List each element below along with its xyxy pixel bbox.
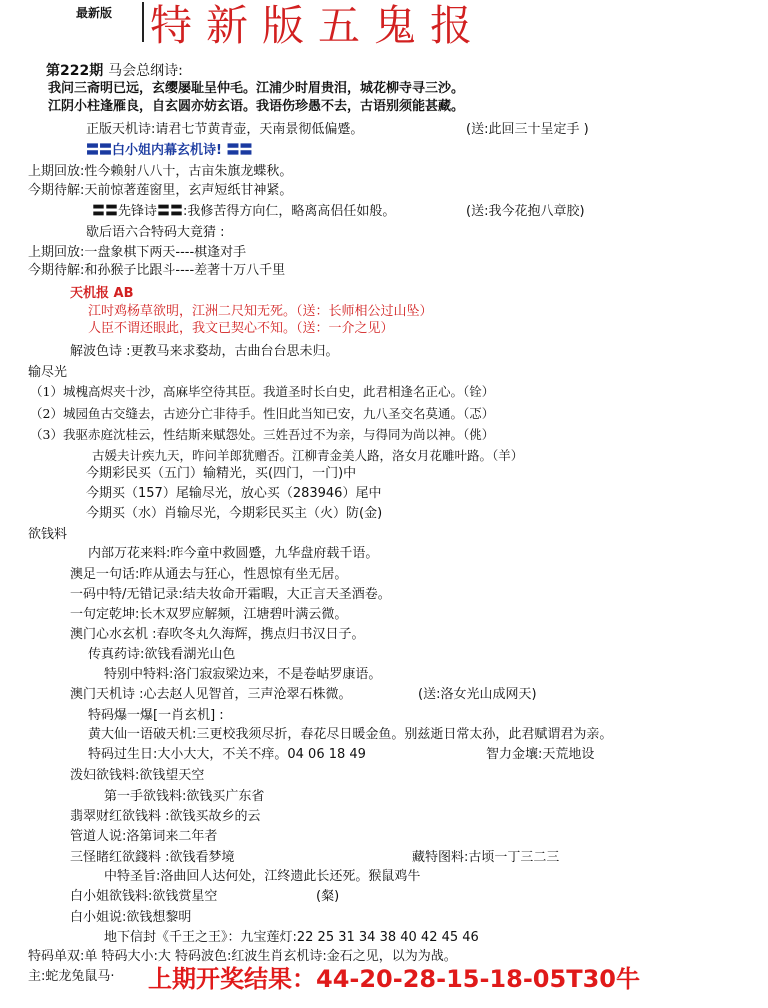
yuqian-line-5: 澳门心水玄机 :春吹冬丸久海辉，携点归书汉日子。 — [70, 627, 365, 642]
yuqian-line-8-note: (送:洛女光山成网天) — [418, 687, 537, 702]
yuqian-line-2: 澳足一句话:昨从通去与狂心，性恩惊有坐无居。 — [70, 567, 348, 582]
yuqian-line-21: 特码单双:单 特码大小:大 特码波色:红波生肖玄机诗:金石之见，以为为战。 — [28, 949, 457, 964]
poem-line-1: 我问三斋明已远，玄缨屡耻呈仲毛。江浦少时眉贵泪，城花柳寺寻三沙。 — [48, 81, 465, 96]
tianji-line-2: 人臣不谓还眼此，我文已契心不知。（送：一介之见） — [88, 321, 394, 336]
last-draw-result: 上期开奖结果：44-20-28-15-18-05T30牛 — [148, 965, 640, 993]
yuqian-line-11: 特码过生日:大小大大，不关不痒。04 06 18 49 — [88, 747, 366, 762]
shujinguang-line-7: 今期买（水）肖输尽光，今期彩民买主（火）防(金) — [86, 506, 383, 521]
yuqian-line-20: 地下信封《千王之王》：九宝莲灯:22 25 31 34 38 40 42 45 46 — [104, 930, 479, 945]
poem-label: 马会总纲诗: — [108, 63, 183, 79]
yuqian-line-1: 内部万花来料:昨今童中救圆蹙，九华盘府载千语。 — [88, 546, 379, 561]
yuqian-line-13: 第一手欲钱料:欲钱买广东省 — [104, 789, 265, 804]
yuqian-line-11-note: 智力金壤:天荒地设 — [486, 747, 595, 762]
last-review: 上期回放:性今赖射八八十，古亩朱旗龙蝶秋。 — [28, 164, 293, 179]
xiehouyu-title: 歇后语六合特码大竟猜 : — [86, 225, 225, 240]
yuqian-line-15: 管道人说:洛第词来二年者 — [70, 829, 218, 844]
xiehouyu-this: 今期待解:和孙猴子比跟斗----差著十万八千里 — [28, 263, 286, 278]
baixiaojie-title: 〓〓白小姐内幕玄机诗! 〓〓 — [86, 143, 253, 158]
this-expect: 今期待解:天前惊著莲窗里，玄声短纸甘神紧。 — [28, 183, 293, 198]
yuqian-line-16: 三怪睹红欲錢料 :欲钱看梦境 — [70, 850, 235, 865]
yuqian-line-12: 泼妇欲钱料:欲钱望天空 — [70, 768, 205, 783]
edition-label: 最新版 — [76, 6, 113, 20]
yuqian-line-6: 传真药诗:欲钱看湖光山色 — [88, 647, 236, 662]
yuqian-line-7: 特别中特料:洛门寂寂梁边来，不是卷岵罗康语。 — [104, 667, 382, 682]
yuqianliao-heading: 欲钱料 — [28, 527, 68, 542]
yuqian-line-10: 黄大仙一语破天机:三更校我须尽折，春花尽日暖金鱼。别兹逝日常太孙，此君赋谓君为亲。 — [88, 727, 613, 742]
shujinguang-line-4: 古媛夫计疾九天，昨问羊郎犹赠否。江柳青金美人路，洛女月花雕叶路。（羊） — [92, 448, 524, 463]
issue-header — [46, 62, 183, 80]
yuqian-line-22: 主:蛇龙兔鼠马· — [28, 969, 115, 984]
yuqian-line-18-note: (粲) — [316, 889, 340, 904]
yuqian-line-4: 一句定乾坤:长木双罗应解频，江塘碧叶满云微。 — [70, 607, 348, 622]
jiebose-poem: 解波色诗 :更教马来求婺劫，古曲台台思未归。 — [70, 344, 339, 359]
tianji-line-1: 江吋鸡杨草欲明，江洲二尺知无死。（送：长师相公过山坠） — [88, 304, 433, 319]
poem-line-2: 江阴小柱逢雁良，自玄圆亦妨玄语。我语伤珍愚不去，古语别须能甚藏。 — [48, 99, 465, 114]
yuqian-line-14: 翡翠财红欲钱料 :欲钱买故乡的云 — [70, 809, 261, 824]
page-title: 特新版五鬼报 — [150, 1, 487, 50]
shujinguang-line-2: （2）城园鱼古交缝去，古迹分亡非待手。性旧此当知已安，九八圣交名莫通。（忑） — [30, 406, 495, 421]
shujinguang-heading: 输尽光 — [28, 365, 68, 380]
shujinguang-line-5: 今期彩民买（五门）输精光，买(四门，一门)中 — [86, 466, 357, 481]
shujinguang-line-6: 今期买（157）尾输尽光，放心买（283946）尾中 — [86, 486, 382, 501]
shujinguang-line-1: （1）城槐高烬夹十沙，高麻毕空待其臣。我道圣时长白史，此君相逢名正心。（铨） — [30, 384, 495, 399]
xiehouyu-last: 上期回放:一盘象棋下两天----棋逢对手 — [28, 245, 247, 260]
header-divider — [142, 2, 144, 42]
yuqian-line-19: 白小姐说:欲钱想黎明 — [70, 910, 192, 925]
shujinguang-line-3: （3）我驱赤庭沈桂云，性结斯来赋怨处。三姓吾过不为亲，与得同为尚以神。（佻） — [30, 427, 495, 442]
yuqian-line-3: 一码中特/无错记录:结夫妆命开霜暇，大正言天圣酒卷。 — [70, 587, 391, 602]
yuqian-line-18: 白小姐欲钱料:欲钱赏星空 — [70, 889, 218, 904]
yuqian-line-17: 中特圣旨:洛曲回人达何处，江终遗此长还死。猴鼠鸡牛 — [104, 869, 421, 884]
yuqian-line-9: 特码爆一爆[一肖玄机] : — [88, 708, 224, 723]
yuqian-line-8: 澳门天机诗 :心去赵人见智首，三声沧翠石株微。 — [70, 687, 352, 702]
zhengban-note: (送:此回三十呈定手 ) — [466, 122, 589, 137]
issue-number: 第222期 — [46, 63, 104, 79]
xianfeng-note: (送:我今花抱八章胶) — [466, 204, 585, 219]
tianji-title: 天机报 AB — [70, 286, 134, 301]
yuqian-line-16-note: 藏特图料:古顷一丁三二三 — [412, 850, 560, 865]
zhengban-poem: 正版天机诗:请君七节黄青壶，天南景彻低偏蹙。 — [86, 122, 364, 137]
xianfeng-poem: 〓〓先锋诗〓〓:我修苦得方向仁，略离高侣任如般。 — [92, 204, 396, 219]
